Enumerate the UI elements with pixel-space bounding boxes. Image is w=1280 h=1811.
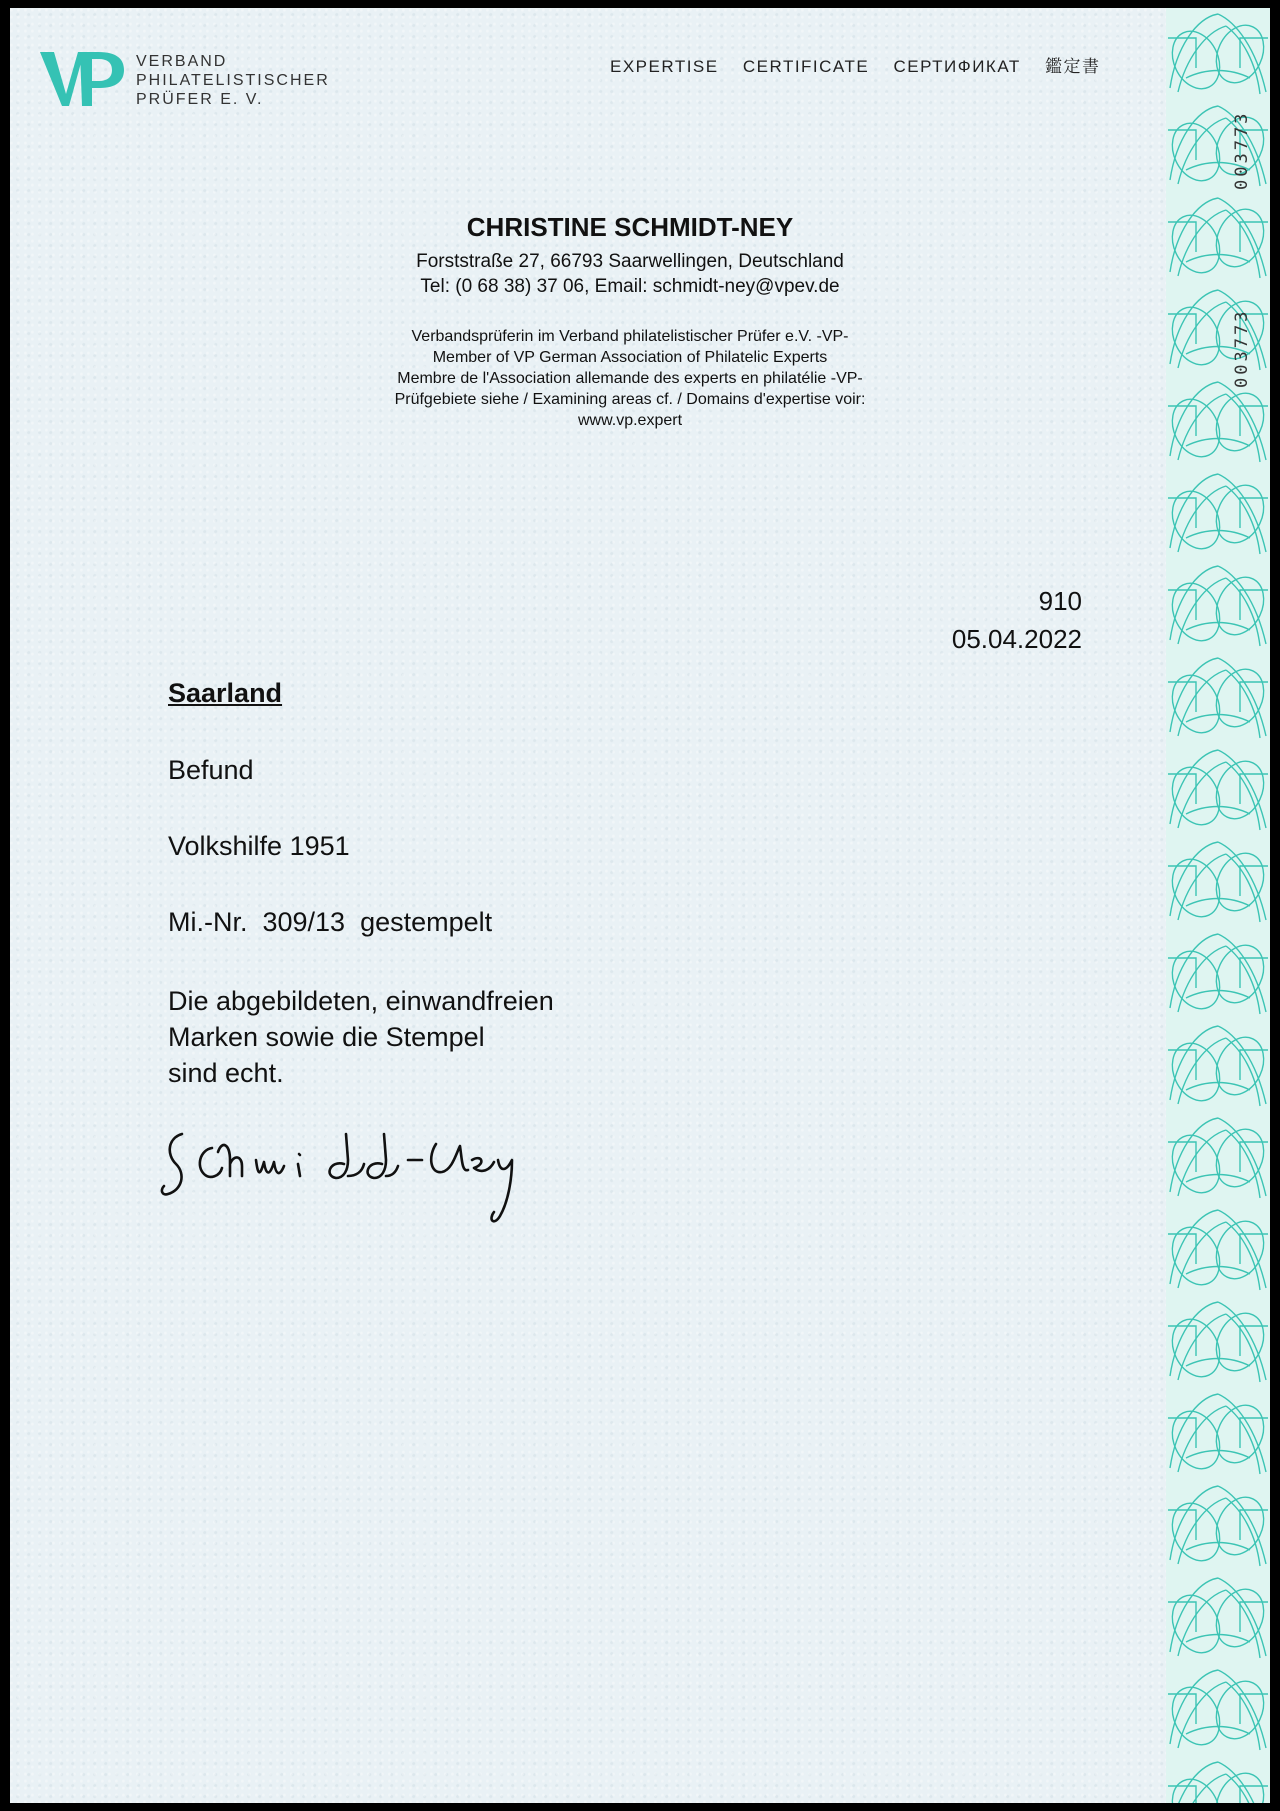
- membership-line: Member of VP German Association of Philatelic Experts: [432, 349, 828, 366]
- expert-block: [350, 212, 910, 299]
- membership-website: www.vp.expert: [577, 412, 683, 429]
- serial-number: 003773: [1232, 110, 1252, 190]
- handwritten-signature: [160, 1120, 540, 1235]
- doctype-ru: СЕРТИФИКАТ: [893, 57, 1021, 76]
- doctype-en: CERTIFICATE: [742, 57, 870, 76]
- org-line-3: PRÜFER E. V.: [136, 91, 264, 108]
- doctype-ja: 鑑定書: [1044, 57, 1101, 76]
- membership-block: [310, 326, 950, 431]
- statement-line: Marken sowie die Stempel: [168, 1022, 485, 1052]
- expert-name: CHRISTINE SCHMIDT-NEY: [466, 212, 794, 242]
- serial-number: 003773: [1232, 308, 1252, 388]
- org-line-2: PHILATELISTISCHER: [136, 72, 330, 89]
- statement-line: Die abgebildeten, einwandfreien: [168, 986, 554, 1016]
- expert-address: Forststraße 27, 66793 Saarwellingen, Deutschland: [416, 251, 844, 272]
- vp-logo: [40, 48, 130, 110]
- expert-contact: Tel: (0 68 38) 37 06, Email: schmidt-ney@vpev.de: [420, 276, 840, 297]
- expert-statement: [168, 983, 554, 1091]
- document-type: [610, 52, 1100, 77]
- certificate-number: 910: [1038, 586, 1082, 616]
- vp-logo-icon: [40, 48, 130, 110]
- certificate-date: 05.04.2022: [951, 624, 1082, 654]
- certificate-sheet: [10, 8, 1270, 1803]
- doctype-de: EXPERTISE: [610, 57, 719, 76]
- certificate-type: Befund: [168, 755, 254, 785]
- country-heading: Saarland: [168, 678, 283, 708]
- org-name: [136, 52, 330, 109]
- catalog-number: Mi.-Nr. 309/13 gestempelt: [168, 907, 493, 937]
- stamp-issue: Volkshilfe 1951: [168, 831, 350, 861]
- membership-line: Verbandsprüferin im Verband philatelistischer Prüfer e.V. -VP-: [411, 328, 849, 345]
- statement-line: sind echt.: [168, 1058, 284, 1088]
- membership-line: Prüfgebiete siehe / Examining areas cf. / Domains d'expertise voir:: [394, 391, 866, 408]
- membership-line: Membre de l'Association allemande des experts en philatélie -VP-: [397, 370, 863, 387]
- certificate-reference: [952, 582, 1082, 658]
- security-strip: [1166, 8, 1270, 1803]
- org-line-1: VERBAND: [136, 53, 228, 70]
- guilloche-pattern-icon: [1166, 8, 1270, 1803]
